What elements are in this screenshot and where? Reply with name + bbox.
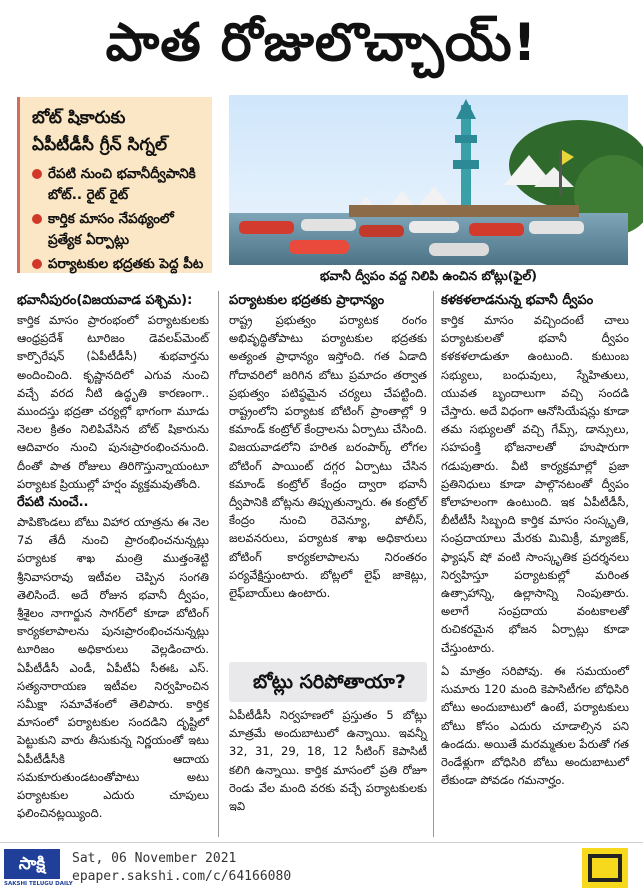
paragraph: ఏపీటీడీసీ నిర్వహణలో ప్రస్తుతం 5 బోట్లు మాత్రమే అందుబాటులో ఉన్నాయి. ఇవన్నీ 32, 31, 29, 18, 12 సీటింగ్ కెపాసిటీ కలిగి ఉన్నాయి. కార్తిక మాసంలో ప్రతి రోజూ రెండు వేల మంది వరకు వచ్చే పర్యాటకులకు ఇవి	[229, 708, 427, 814]
highlight-box	[17, 97, 212, 273]
logo-subtext: SAKSHI TELUGU DAILY	[4, 881, 73, 887]
subheading: కళకళలాడనున్న భవానీ ద్వీపం	[441, 293, 594, 308]
subheading: పర్యాటకుల భద్రతకు ప్రాధాన్యం	[229, 293, 385, 308]
column-divider	[433, 291, 434, 837]
paragraph: కార్తిక మాసం ప్రారంభంలో పర్యాటకులకు ఆంధ్రప్రదేశ్ టూరిజం డెవలప్‌మెంట్ కార్పొరేషన్ (ఏపీటీడీసీ) శుభవార్తను అందించింది. కృష్ణానదిలో ఎగువ నుంచి వచ్చే వరద నీటి ఉద్ధృతి కారణంగా.. ముందస్తు భద్రతా చర్యల్లో భాగంగా మూడు నెలల క్రితం నిలిపివేసిన బోట్ షికారును ఆదివారం నుంచి పునఃప్రారంభించనుంది. దీంతో పాత రోజులు తిరిగొస్తున్నాయంటూ పర్యాటక ప్రియుల్లో హర్షం వ్యక్తమవుతోంది.	[17, 313, 209, 491]
highlight-point: రేపటి నుంచి భవానీద్వీపానికి బోట్.. రైట్ రైట్	[32, 164, 204, 206]
boats-box-text-2	[441, 662, 629, 838]
highlight-title-1: బోట్ షికారుకు	[32, 108, 126, 128]
paragraph: కార్తిక మాసం వచ్చిందంటే చాలు పర్యాటకులతో భవానీ ద్వీపం కళకళలాడుతూ ఉంటుంది. కుటుంబ సభ్యులు, బంధువులు, స్నేహితులు, యువత బృందాలుగా వచ్చి సందడి చేస్తారు. అదే విధంగా ఆనోసియేషన్లు కూడా తమ సభ్యులతో వచ్చి గేమ్స్, డాన్సులు, సహపంక్తి భోజనాలతో హుషారుగా గడుపుతారు. వీటి కార్యక్రమాల్లో ప్రజా ప్రతినిధులు కూడా పాల్గొనటంతో ద్వీపం కోలాహలంగా ఉంటుంది. ఇక ఏపీటీడీసీ, బీటీటీసీ సిబ్బంది కార్తిక మాసం సంస్కృతి, సంప్రదాయాలు మేరకు మిమిక్రీ, మ్యాజిక్, ఫ్యాషన్ షో వంటి సాంస్కృతిక ప్రదర్శనలు నిర్వహిస్తూ పర్యాటకుల్లో మరింత ఉత్సాహాన్ని, ఉల్లాసాన్ని నింపుతారు. అలాగే సంప్రదాయ వంటకాలతో రుచికరమైన భోజన ఏర్పాట్లు కూడా చేస్తుంటారు.	[441, 313, 629, 655]
highlight-point: పర్యాటకుల భద్రతకు పెద్ద పీట	[32, 254, 204, 275]
article-column-2	[229, 291, 427, 656]
highlight-title-2: ఏపీటీడీసీ గ్రీన్ సిగ్నల్	[32, 135, 168, 155]
edition-date: Sat, 06 November 2021	[72, 851, 237, 866]
boats-box-header	[229, 662, 427, 702]
sakshi-logo	[4, 849, 73, 889]
logo-text: సాక్షి	[4, 849, 60, 879]
paragraph: రాష్ట్ర ప్రభుత్వం పర్యాటక రంగం అభివృద్ధితోపాటు పర్యాటకుల భద్రతకు అత్యంత ప్రాధాన్యం ఇస్తోంది. గత ఏడాది గోదావరిలో జరిగిన బోటు ప్రమాదం తర్వాత ప్రభుత్వం పటిష్ఠమైన చర్యలు చేపట్టింది. రాష్ట్రంలోని పర్యాటక బోటింగ్ ప్రాంతాల్లో 9 కమాండ్ కంట్రోల్ కేంద్రాలను ఏర్పాటు చేసింది. విజయవాడలోని హరిత బరంపార్క్ లోగల బోటింగ్ పాయింట్ దగ్గర ఏర్పాటు చేసిన కమాండ్ కంట్రోల్ కేంద్రం ద్వారా భవానీ ద్వీపానికి బోట్లను తిప్పుతున్నారు. ఈ కంట్రోల్ కేంద్రం నుంచి రెవెన్యూ, పోలీస్, జలవనరులు, పర్యాటక శాఖ అధికారులు బోటింగ్ కార్యకలాపాలను నిరంతరం పర్యవేక్షిస్తుంటారు. బోట్లలో లైఫ్ జాకెట్లు, లైఫ్‌బాయ్‌లు ఉంటారు.	[229, 313, 427, 601]
article-column-3	[441, 291, 629, 656]
footer-divider	[0, 842, 643, 843]
yellow-corner-graphic	[582, 848, 628, 888]
boats-photo	[229, 95, 628, 265]
page-headline: పాత రోజులొచ్చాయ్!	[105, 13, 538, 73]
column-divider	[218, 291, 219, 837]
paragraph: ఏ మాత్రం సరిపోవు. ఈ సమయంలో సుమారు 120 మంది కెపాసిటీగల బోధిసిరి బోటు అందుబాటులో ఉంటే, పర్యాటకులు బోటు కోసం ఎదురు చూడాల్సిన పని ఉండదు. అయితే మరమ్మతుల పేరుతో గత రెండేళ్లుగా బోధిసిరి బోటు అందుబాటులో లేకుండా పోవడం గమనార్హం.	[441, 664, 629, 788]
epaper-url[interactable]: epaper.sakshi.com/c/64166080	[72, 869, 292, 884]
article-column-1	[17, 291, 209, 837]
boats-box-text-1	[229, 706, 427, 838]
dateline: భవానీపురం(విజయవాడ పశ్చిమ):	[17, 293, 193, 308]
paragraph: పాపికొండలు బోటు విహార యాత్రను ఈ నెల 7వ తేదీ నుంచి ప్రారంభించనున్నట్లు పర్యాటక శాఖ మంత్రి ముత్తంశెట్టి శ్రీనివాసరావు ఇటీవల చెప్పిన సంగతి తెలిసిందే. అదే రోజున భవానీ ద్వీపం, శ్రీశైలం నాగార్జున సాగర్‌లో కూడా బోటింగ్ కార్యకలాపాలను పునఃప్రారంభించనున్నట్లు టూరిజం అధికారులు వెల్లడించారు. ఏపీటీడీసీ ఎండీ, ఏపీటీఏ సీఈఓ ఎస్. సత్యనారాయణ ఇటీవల నిర్వహించిన సమీక్షా సమావేశంలో తెలిపారు. కార్తిక మాసంలో పర్యాటకుల సందడిని దృష్టిలో పెట్టుకుని వారు తీసుకున్న నిర్ణయంతో ఇటు ఏపీటీడీసీకి ఆదాయ సమకూరుతుండటంతోపాటు అటు పర్యాటకుల ఎదురు చూపులు ఫలించినట్లయ్యింది.	[17, 515, 209, 821]
highlight-point: కార్తిక మాసం నేపథ్యంలో ప్రత్యేక ఏర్పాట్లు	[32, 209, 204, 251]
boats-photo-illustration	[229, 95, 628, 265]
subheading: రేపటి నుంచే..	[17, 495, 89, 511]
boats-box-title: బోట్లు సరిపోతాయా?	[253, 671, 406, 693]
photo-caption: భవానీ ద్వీపం వద్ద నిలిపి ఉంచిన బోట్లు(ఫైల్)	[320, 268, 537, 283]
